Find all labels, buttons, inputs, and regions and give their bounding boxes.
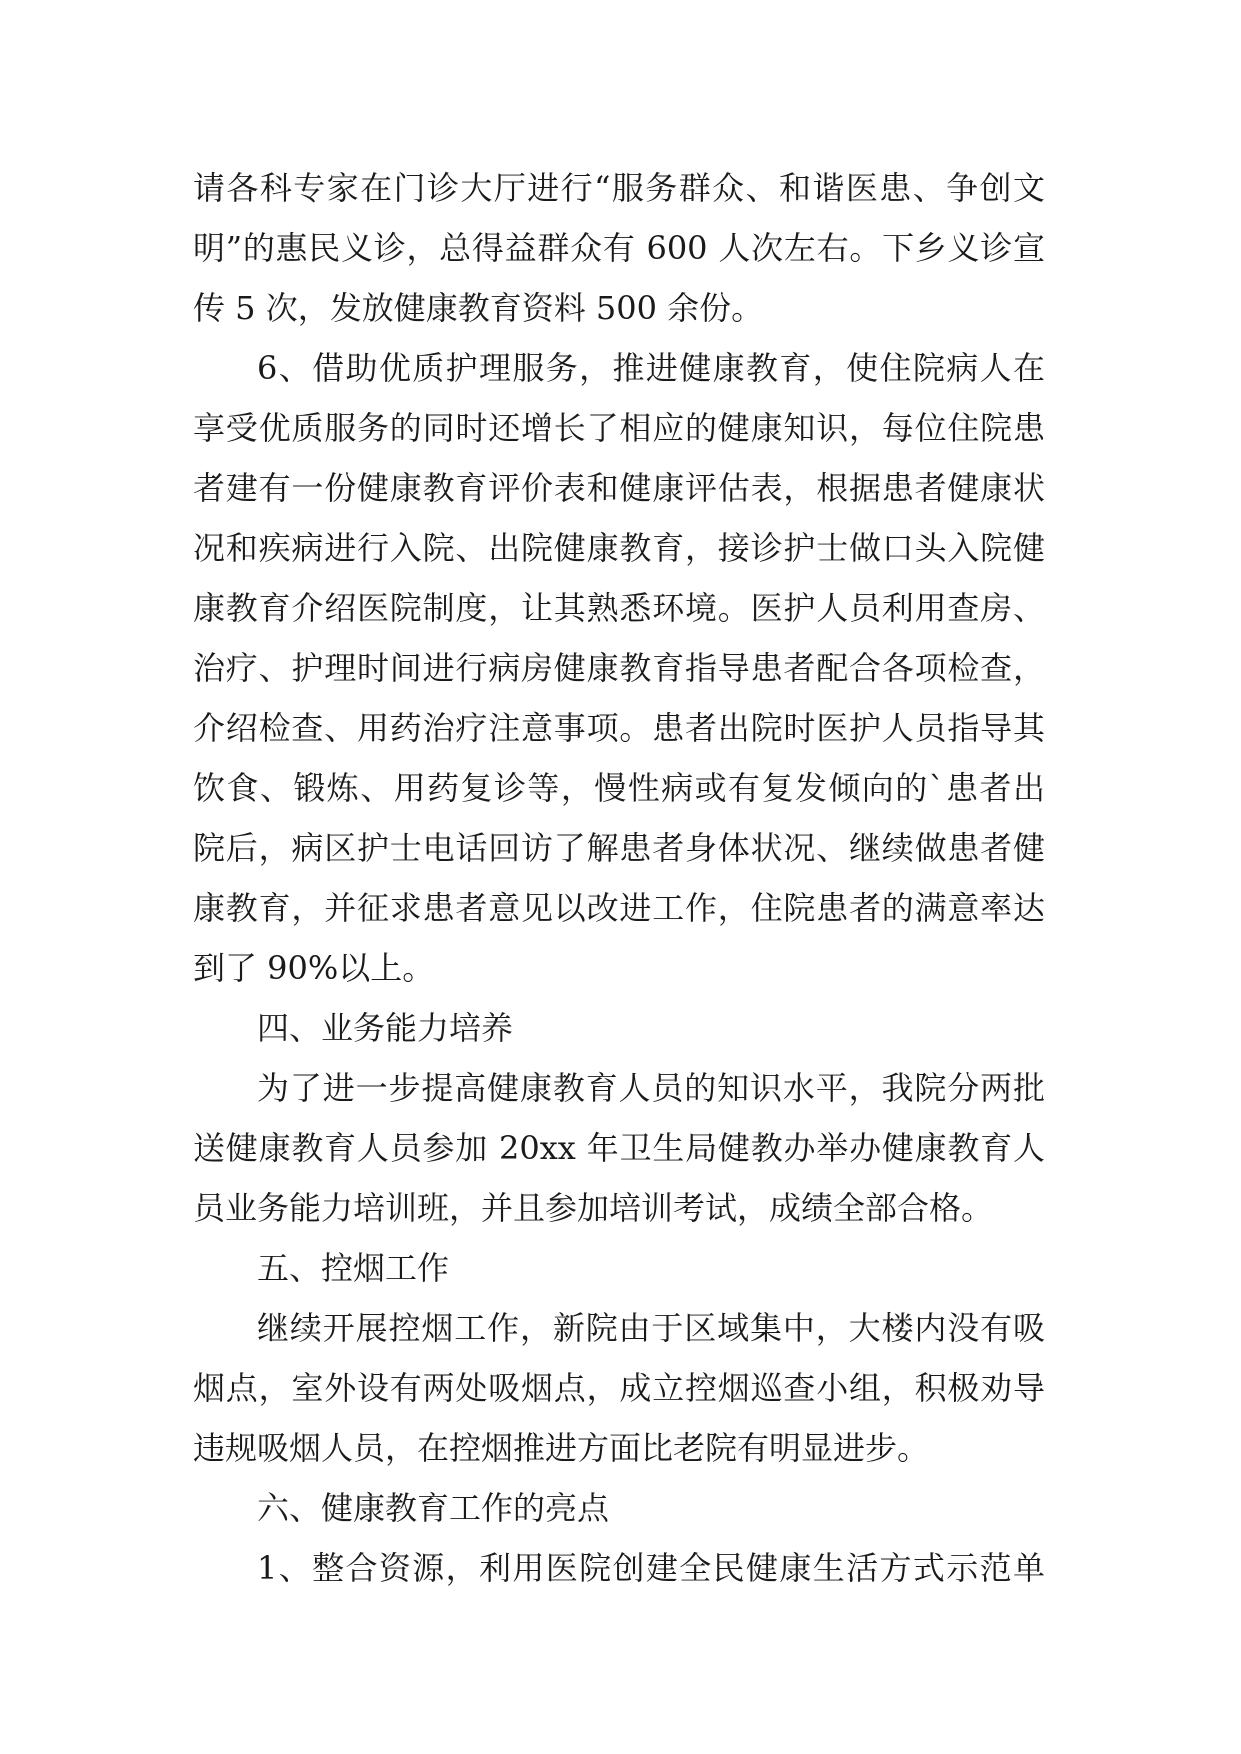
text-line: 明”的惠民义诊，总得益群众有 600 人次左右。下乡义诊宣 bbox=[193, 229, 1045, 267]
text-line: 康教育介绍医院制度，让其熟悉环境。医护人员利用查房、 bbox=[193, 589, 1045, 627]
text-line: 介绍检查、用药治疗注意事项。患者出院时医护人员指导其 bbox=[193, 709, 1045, 747]
text-line: 违规吸烟人员，在控烟推进方面比老院有明显进步。 bbox=[193, 1429, 930, 1467]
text-line: 为了进一步提高健康教育人员的知识水平，我院分两批 bbox=[257, 1069, 1045, 1107]
text-line: 治疗、护理时间进行病房健康教育指导患者配合各项检查， bbox=[193, 649, 1045, 687]
text-line: 饮食、锻炼、用药复诊等，慢性病或有复发倾向的`患者出 bbox=[193, 769, 1045, 807]
text-line: 请各科专家在门诊大厅进行“服务群众、和谐医患、争创文 bbox=[193, 169, 1045, 207]
text-line: 享受优质服务的同时还增长了相应的健康知识，每位住院患 bbox=[193, 409, 1045, 447]
section-heading: 六、健康教育工作的亮点 bbox=[257, 1489, 610, 1527]
text-line: 烟点，室外设有两处吸烟点，成立控烟巡查小组，积极劝导 bbox=[193, 1369, 1045, 1407]
text-line: 到了 90%以上。 bbox=[193, 949, 435, 987]
text-line: 1、整合资源，利用医院创建全民健康生活方式示范单 bbox=[257, 1549, 1045, 1587]
text-line: 6、借助优质护理服务，推进健康教育，使住院病人在 bbox=[257, 349, 1045, 387]
text-line: 员业务能力培训班，并且参加培训考试，成绩全部合格。 bbox=[193, 1189, 994, 1227]
text-line: 康教育，并征求患者意见以改进工作，住院患者的满意率达 bbox=[193, 889, 1045, 927]
section-heading: 五、控烟工作 bbox=[257, 1249, 450, 1287]
text-line: 传 5 次，发放健康教育资料 500 余份。 bbox=[193, 289, 764, 327]
text-line: 送健康教育人员参加 20xx 年卫生局健教办举办健康教育人 bbox=[193, 1129, 1045, 1167]
text-line: 院后，病区护士电话回访了解患者身体状况、继续做患者健 bbox=[193, 829, 1045, 867]
text-line: 者建有一份健康教育评价表和健康评估表，根据患者健康状 bbox=[193, 469, 1045, 507]
section-heading: 四、业务能力培养 bbox=[257, 1009, 514, 1047]
text-line: 继续开展控烟工作，新院由于区域集中，大楼内没有吸 bbox=[257, 1309, 1045, 1347]
text-line: 况和疾病进行入院、出院健康教育，接诊护士做口头入院健 bbox=[193, 529, 1045, 567]
